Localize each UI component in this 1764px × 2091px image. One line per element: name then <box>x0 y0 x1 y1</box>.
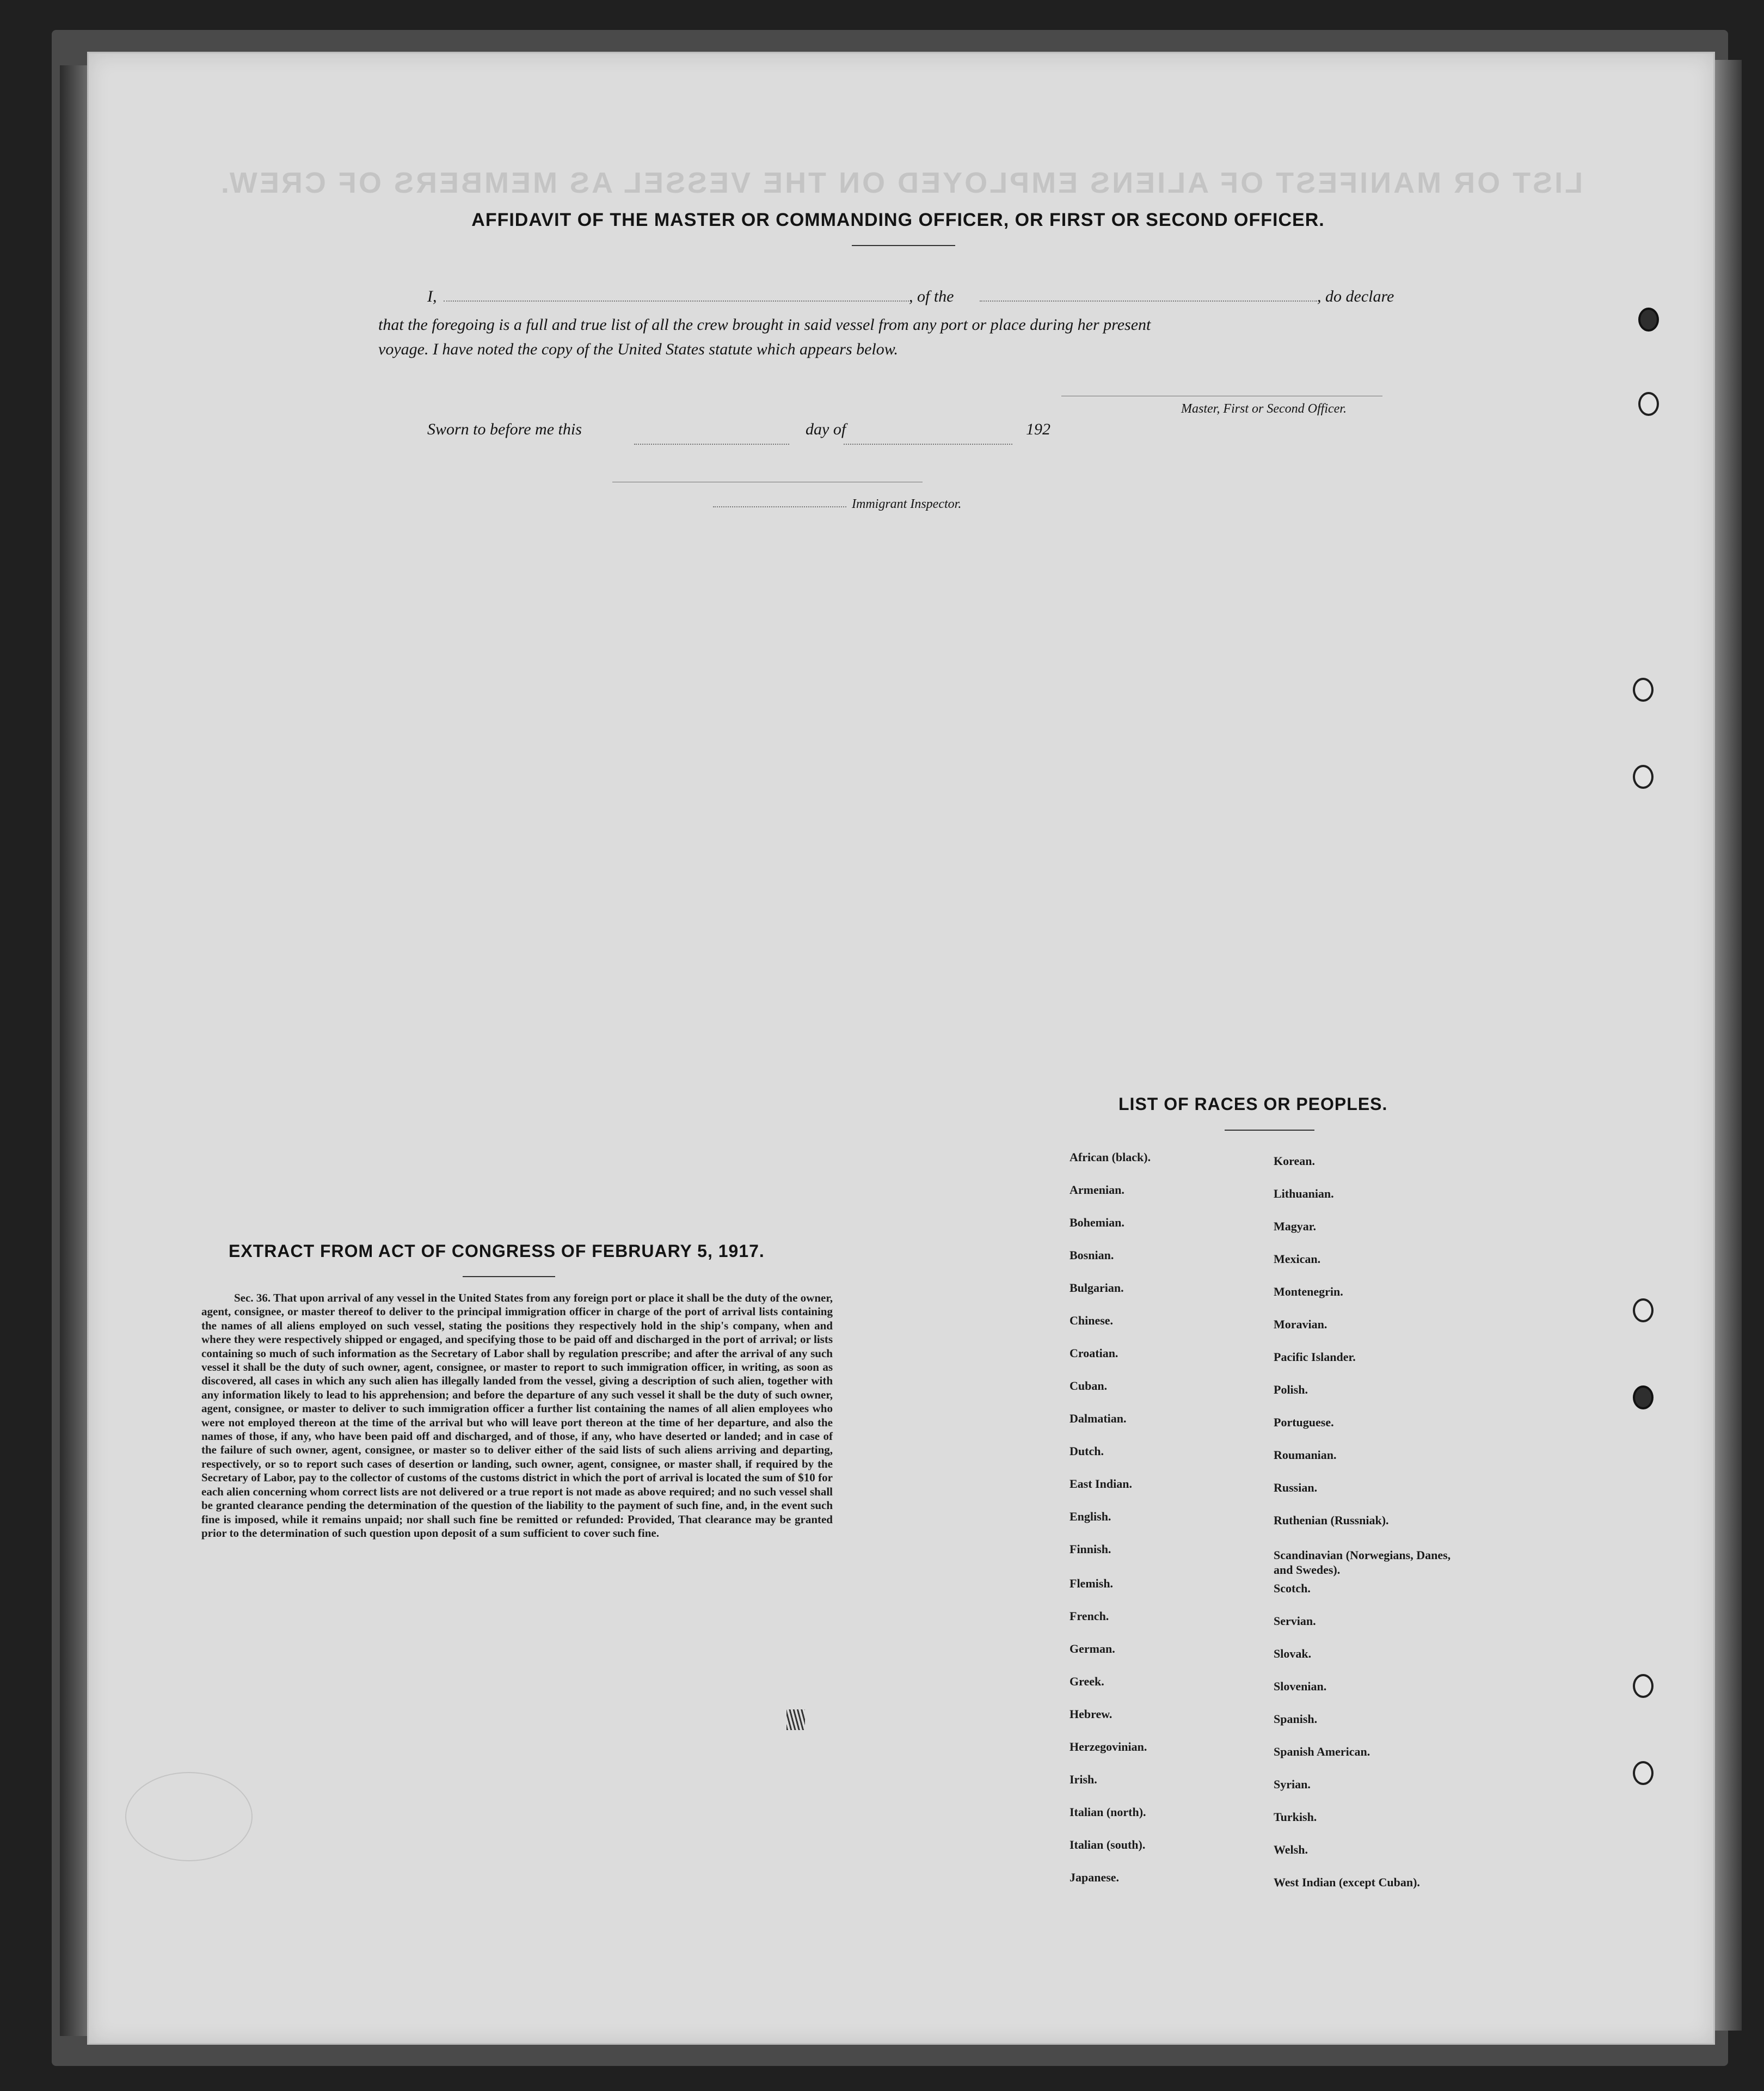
race-item: Bosnian. <box>1070 1248 1114 1262</box>
race-item: Roumanian. <box>1274 1448 1337 1462</box>
document-page <box>87 52 1715 2045</box>
affidavit-line-3: voyage. I have noted the copy of the United States statute which appears below. <box>378 340 899 358</box>
race-item: Scotch. <box>1274 1581 1311 1595</box>
affidavit-line-2: that the foregoing is a full and true list of all the crew brought in said vessel from any port or place during her present <box>378 316 1151 334</box>
race-item: Montenegrin. <box>1274 1285 1343 1298</box>
race-item: Dalmatian. <box>1070 1412 1127 1425</box>
affidavit-title: AFFIDAVIT OF THE MASTER OR COMMANDING OFFICER, OR FIRST OR SECOND OFFICER. <box>471 210 1325 230</box>
race-item: African (black). <box>1070 1150 1151 1164</box>
punch-hole <box>1633 678 1654 702</box>
race-item: Italian (south). <box>1070 1838 1146 1851</box>
race-item: Cuban. <box>1070 1379 1108 1393</box>
race-item: Greek. <box>1070 1675 1104 1688</box>
binding-edge <box>60 65 87 2036</box>
race-item: English. <box>1070 1510 1111 1523</box>
race-item: Spanish. <box>1274 1712 1318 1726</box>
race-item: Herzegovinian. <box>1070 1740 1147 1753</box>
bleed-through-text: LIST OR MANIFEST OF ALIENS EMPLOYED ON THE VESSEL AS MEMBERS OF CREW. <box>218 167 1583 199</box>
sworn-label: Sworn to before me this <box>427 420 582 438</box>
race-item: Portuguese. <box>1274 1415 1334 1429</box>
race-item: Croatian. <box>1070 1346 1118 1360</box>
extract-body: Sec. 36. That upon arrival of any vessel in the United States from any foreign port or place it shall be the duty of the owner, agent, consignee, or master thereof to deliver to the principal immigration officer in charge of the port of arrival lists containing the names of all aliens employed on such vessel, stating the positions they respectively hold in the ship's company, when and where they were respectively shipped or engaged, and specifying those to be paid off and discharged in the port of arrival; or lists containing so much of such information as the Secretary of Labor shall by regulation prescribe; and after the arrival of any such vessel it shall be the duty of such owner, agent, consignee, or master to report to such immigration officer, in writing, as soon as discovered, all cases in which any such alien has illegally landed from the vessel, giving a description of such alien, together with any information likely to lead to his apprehension; and before the departure of any such vessel it shall be the duty of such owner, agent, consignee, or master to deliver to such immigration officer a further list containing the names of all alien employees who were not employed thereon at the time of the arrival but who will leave port thereon at the time of her departure, and also the names of those, if any, who have been paid off and discharged, and of those, if any, who have deserted or landed; and in case of the failure of such owner, agent, consignee, or master so to deliver either of the said lists of such aliens arriving and departing, respectively, or so to report such cases of desertion or landing, such owner, agent, consignee, or master shall, if required by the Secretary of Labor, pay to the collector of customs of the customs district in which the port of arrival is located the sum of $10 for each alien concerning whom correct lists are not delivered or a true report is not made as above required; and no such vessel shall be granted clearance pending the determination of the question of the liability to the payment of such fine, and, in the event such fine is imposed, while it remains unpaid; nor shall such fine be remitted or refunded: Provided, That clearance may be granted prior to the determination of such question upon deposit of a sum sufficient to cover such fine. <box>201 1291 833 1540</box>
race-item: Slovak. <box>1274 1647 1312 1660</box>
punch-hole <box>1638 392 1659 416</box>
title-rule <box>852 245 955 246</box>
inspector-name-field[interactable] <box>713 506 846 507</box>
race-item: Spanish American. <box>1274 1745 1370 1758</box>
vessel-field[interactable] <box>980 301 1317 302</box>
race-item: Irish. <box>1070 1773 1097 1786</box>
faint-stamp <box>125 1772 253 1861</box>
signer-label: Master, First or Second Officer. <box>1181 402 1347 416</box>
punch-hole <box>1638 308 1659 332</box>
race-item: Russian. <box>1274 1481 1318 1494</box>
punch-hole <box>1633 1298 1654 1322</box>
race-item: Slovenian. <box>1274 1679 1327 1693</box>
punch-hole <box>1633 1674 1654 1698</box>
race-item: Syrian. <box>1274 1777 1311 1791</box>
race-item: Bulgarian. <box>1070 1281 1124 1295</box>
race-item: Welsh. <box>1274 1843 1308 1856</box>
race-item: Flemish. <box>1070 1577 1114 1590</box>
race-item: Armenian. <box>1070 1183 1124 1197</box>
affidavit-do-declare: , do declare <box>1317 287 1394 305</box>
race-item: East Indian. <box>1070 1477 1132 1491</box>
race-item: Bohemian. <box>1070 1216 1124 1229</box>
punch-hole <box>1633 1385 1654 1409</box>
inspector-label: Immigrant Inspector. <box>852 497 962 511</box>
race-item: Hebrew. <box>1070 1707 1113 1721</box>
race-item: German. <box>1070 1642 1115 1655</box>
extract-title-rule <box>463 1276 555 1277</box>
race-item: West Indian (except Cuban). <box>1274 1875 1420 1889</box>
race-item: Pacific Islander. <box>1274 1350 1356 1364</box>
race-item: Ruthenian (Russniak). <box>1274 1513 1389 1527</box>
month-field[interactable] <box>844 444 1012 445</box>
race-item: Mexican. <box>1274 1252 1321 1266</box>
day-of-label: day of <box>806 420 846 438</box>
races-title: LIST OF RACES OR PEOPLES. <box>1118 1094 1388 1114</box>
race-item: Moravian. <box>1274 1317 1327 1331</box>
year-prefix: 192 <box>1026 420 1050 438</box>
extract-title: EXTRACT FROM ACT OF CONGRESS OF FEBRUARY 5, 1917. <box>229 1241 765 1261</box>
race-item: Chinese. <box>1070 1314 1114 1327</box>
punch-hole <box>1633 1761 1654 1785</box>
name-field[interactable] <box>444 301 909 302</box>
affidavit-of-the: , of the <box>909 287 954 305</box>
races-title-rule <box>1225 1130 1314 1131</box>
punch-hole <box>1633 765 1654 789</box>
day-field[interactable] <box>634 444 789 445</box>
race-item: Finnish. <box>1070 1542 1111 1556</box>
race-item: Turkish. <box>1274 1810 1317 1824</box>
race-item: Italian (north). <box>1070 1805 1146 1819</box>
race-item: Dutch. <box>1070 1444 1104 1458</box>
race-item: French. <box>1070 1609 1109 1623</box>
race-item: Japanese. <box>1070 1871 1120 1884</box>
race-item: Lithuanian. <box>1274 1187 1334 1200</box>
pencil-mark <box>786 1709 805 1730</box>
race-item: Polish. <box>1274 1383 1308 1396</box>
race-item: Magyar. <box>1274 1219 1317 1233</box>
race-item: Korean. <box>1274 1154 1315 1168</box>
affidavit-i: I, <box>427 287 437 305</box>
race-item: Servian. <box>1274 1614 1316 1628</box>
page-edge <box>1712 60 1742 2031</box>
race-item: Scandinavian (Norwegians, Danes, and Swedes). <box>1274 1548 1451 1577</box>
